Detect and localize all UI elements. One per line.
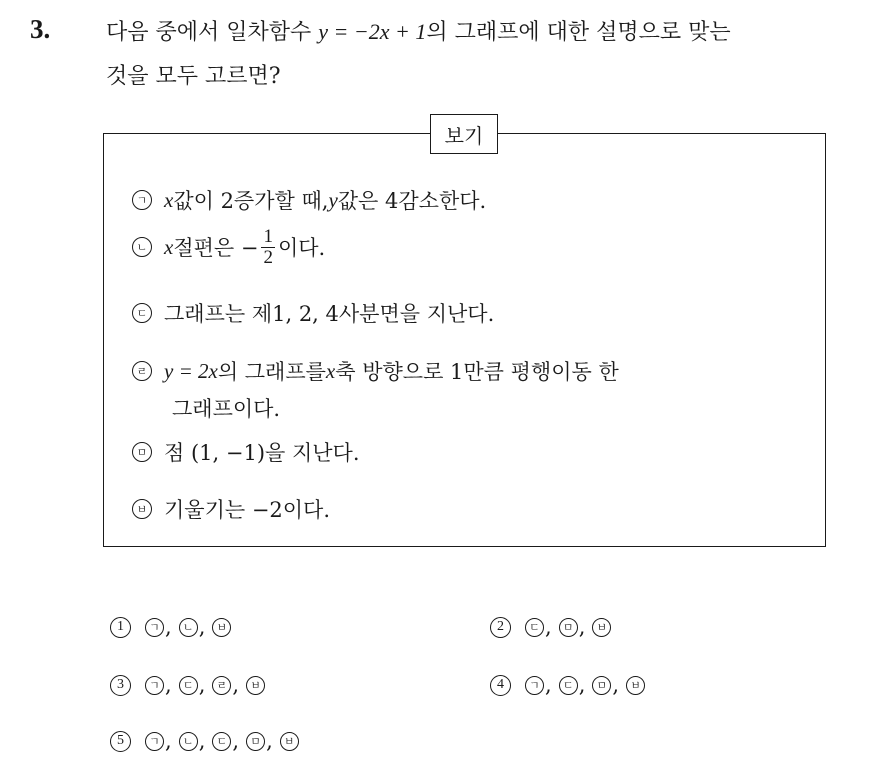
comma: ,	[578, 615, 586, 639]
item-4-text-d: 축 방향으로 1만큼 평행이동 한	[335, 360, 619, 384]
choice-marker: ㄱ	[145, 732, 164, 751]
example-item-6	[132, 494, 330, 524]
comma: ,	[198, 673, 206, 697]
item-marker-digeut: ㄷ	[132, 303, 152, 323]
choice-marker: ㅂ	[592, 618, 611, 637]
answer-choice-3[interactable]	[110, 673, 265, 697]
comma: ,	[612, 673, 620, 697]
comma: ,	[165, 673, 172, 697]
example-item-4-continuation: 그래프이다.	[172, 397, 281, 421]
comma: ,	[545, 615, 552, 639]
fraction-denominator: 2	[263, 246, 273, 268]
item-1-var-y: y	[328, 187, 338, 212]
choice-marker: ㄹ	[212, 676, 231, 695]
question-line-1	[106, 15, 731, 46]
item-6-text: 기울기는 −2이다.	[164, 498, 331, 522]
choice-marker: ㄱ	[145, 618, 164, 637]
item-1-var-x: x	[164, 187, 174, 212]
choice-marker: ㄷ	[212, 732, 231, 751]
choice-number: 4	[490, 675, 511, 696]
question-equation: y = −2x + 1	[318, 19, 427, 44]
item-5-text: 점 (1, −1)을 지난다.	[164, 441, 360, 465]
comma: ,	[165, 729, 172, 753]
example-item-2	[132, 227, 325, 268]
choice-number: 1	[110, 617, 131, 638]
item-2-text-b: 절편은 −	[173, 236, 259, 261]
item-marker-mieum: ㅁ	[132, 442, 152, 462]
item-2-var-x: x	[164, 234, 174, 259]
example-item-1	[132, 185, 486, 215]
question-number: 3.	[30, 14, 51, 44]
choice-marker: ㅂ	[246, 676, 265, 695]
choice-marker: ㄴ	[179, 732, 198, 751]
item-marker-bieup: ㅂ	[132, 499, 152, 519]
item-4-equation: y = 2x	[164, 358, 218, 383]
answer-choice-2[interactable]	[490, 615, 611, 639]
fraction-numerator: 1	[263, 226, 273, 247]
item-marker-nieun: ㄴ	[132, 237, 152, 257]
choice-marker: ㄴ	[179, 618, 198, 637]
item-2-fraction	[261, 227, 275, 268]
example-item-3	[132, 298, 494, 328]
choice-marker: ㅂ	[212, 618, 231, 637]
choice-number: 2	[490, 617, 511, 638]
question-text-pre: 다음 중에서 일차함수	[106, 20, 319, 45]
choice-marker: ㅂ	[280, 732, 299, 751]
choice-number: 3	[110, 675, 131, 696]
item-marker-rieul: ㄹ	[132, 361, 152, 381]
item-1-text-d: 값은 4감소한다.	[337, 189, 487, 213]
comma: ,	[198, 615, 206, 639]
item-3-text: 그래프는 제1, 2, 4사분면을 지난다.	[164, 302, 495, 326]
example-item-5	[132, 437, 360, 467]
choice-marker: ㄷ	[179, 676, 198, 695]
comma: ,	[545, 673, 552, 697]
choice-marker: ㄱ	[525, 676, 544, 695]
choice-number: 5	[110, 731, 131, 752]
example-box-label: 보기	[430, 114, 498, 154]
item-1-text-b: 값이 2증가할 때,	[173, 189, 329, 213]
question-text-post: 의 그래프에 대한 설명으로 맞는	[426, 20, 731, 45]
choice-marker: ㄷ	[559, 676, 578, 695]
comma: ,	[232, 729, 240, 753]
comma: ,	[165, 615, 172, 639]
comma: ,	[232, 673, 240, 697]
answer-choice-5[interactable]	[110, 729, 299, 753]
choice-marker: ㅁ	[246, 732, 265, 751]
comma: ,	[266, 729, 273, 753]
choice-marker: ㅁ	[592, 676, 611, 695]
comma: ,	[578, 673, 586, 697]
choice-marker: ㅁ	[559, 618, 578, 637]
comma: ,	[198, 729, 206, 753]
choice-marker: ㅂ	[626, 676, 645, 695]
answer-choice-1[interactable]	[110, 615, 231, 639]
question-line-2: 것을 모두 고르면?	[106, 64, 281, 89]
choice-marker: ㄱ	[145, 676, 164, 695]
item-4-var-x: x	[325, 358, 336, 383]
example-item-4	[132, 356, 619, 386]
choice-marker: ㄷ	[525, 618, 544, 637]
item-marker-giyeok: ㄱ	[132, 190, 152, 210]
item-2-text-d: 이다.	[277, 236, 326, 261]
answer-choice-4[interactable]	[490, 673, 645, 697]
item-4-text-b: 의 그래프를	[217, 360, 326, 384]
